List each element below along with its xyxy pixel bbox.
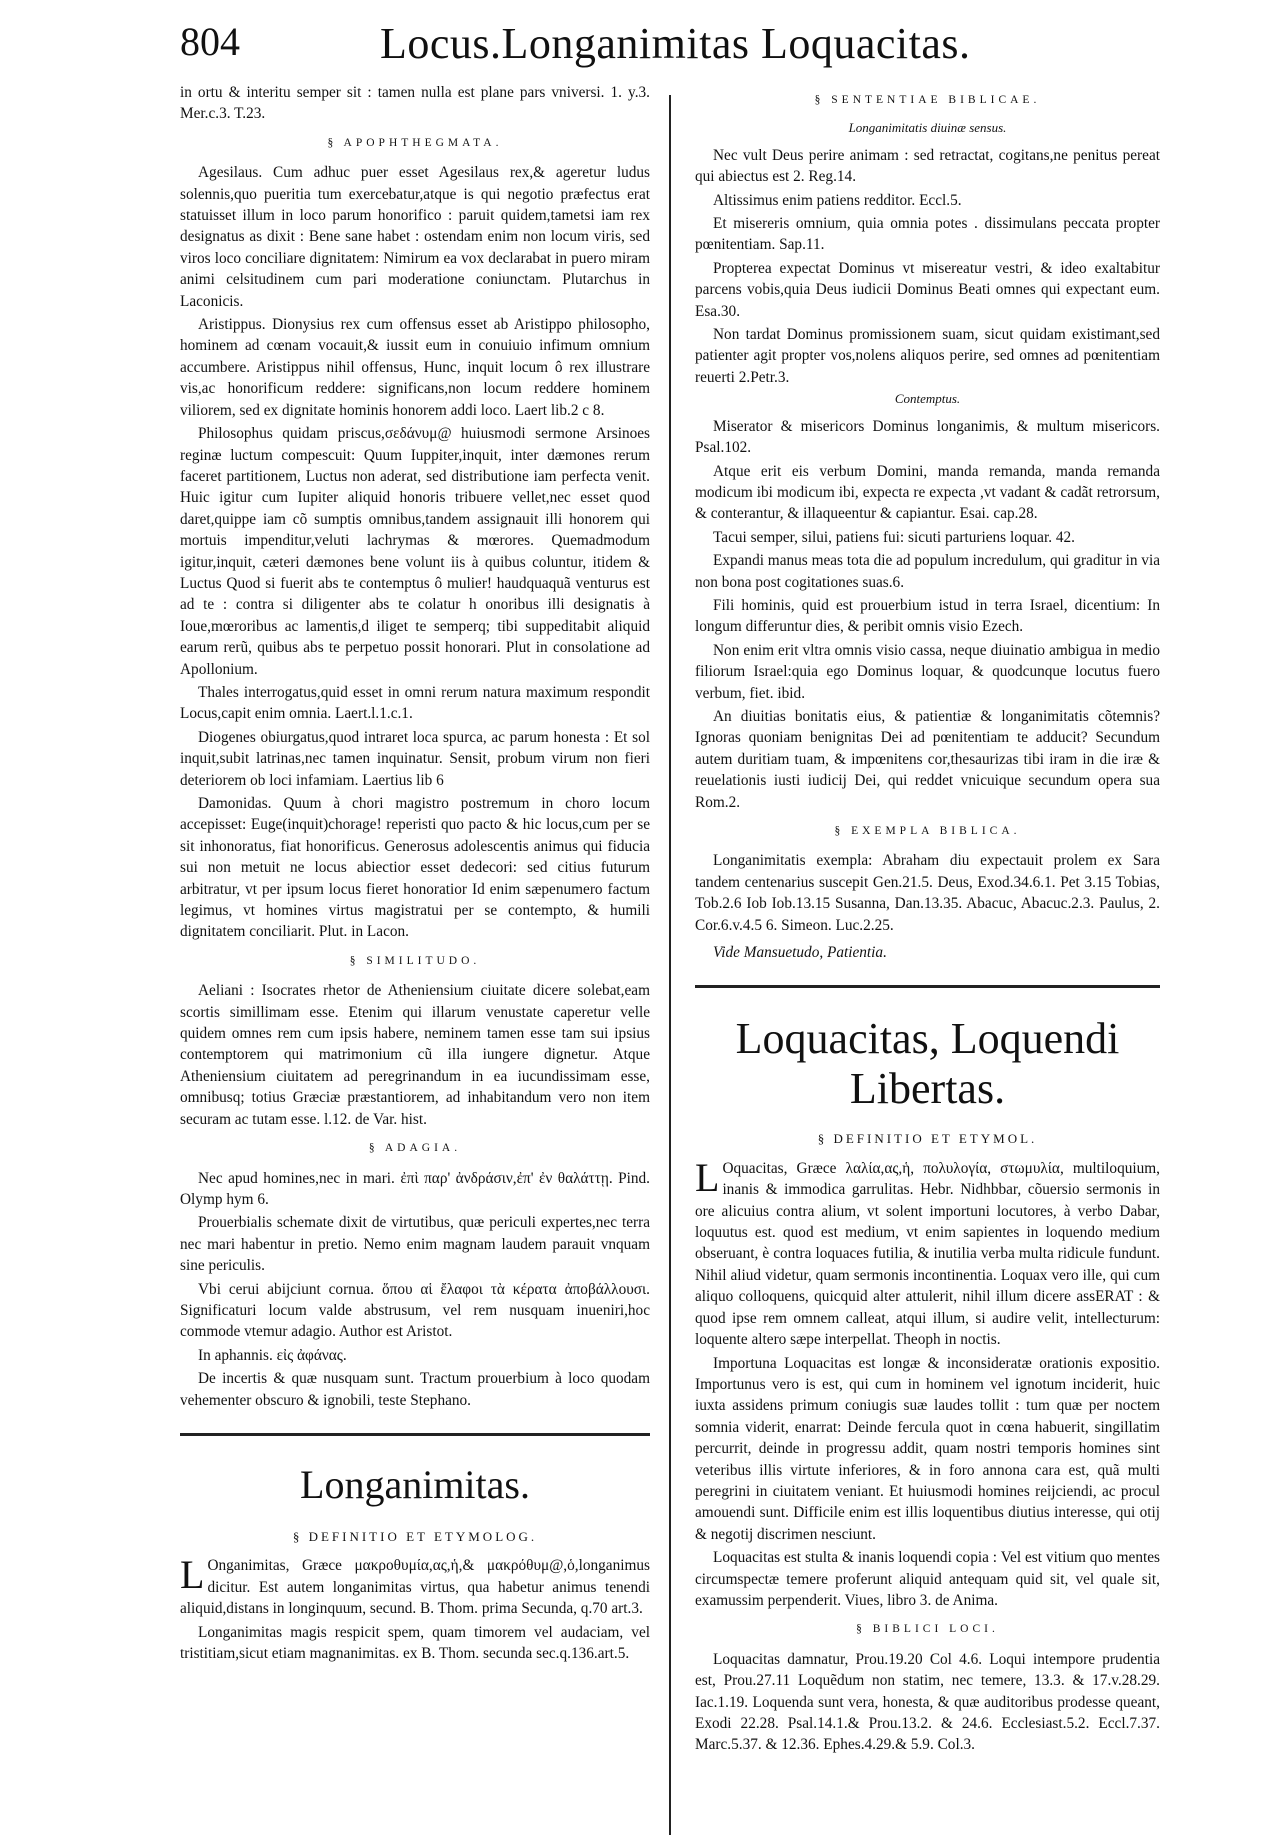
page-number: 804 <box>180 19 240 64</box>
adagia-paragraph: Nec apud homines,nec in mari. ἐπὶ παρ' ἀνδράσιν,ἐπ' ἐν θαλάττῃ. Pind. Olymp hym 6. <box>180 1169 650 1208</box>
apophthegm-paragraph: Damonidas. Quum à chori magistro postremum in choro locum accepisset: Euge(inquit)chorage! reperisti quo pacto & hic locus,cum per se sit inhonoratus, fiat honorificus. Generosus adolescentis animus qui fiducia sui non metuit ne locus abiectior esset dedecori: sed citius futurum arbitratur, vt per ipsum locus fieret honoratior Id enim sæpenumero factum legimus, vt homines virtus magistratui per se contempto, & humili dignitatem conciliarit. Plut. in Lacon. <box>180 795 650 941</box>
longanimitas-definition <box>180 1552 650 1619</box>
adagia-heading: § ADAGIA. <box>368 1142 462 1155</box>
sententia-paragraph: Non enim erit vltra omnis visio cassa, neque diuinatio ambigua in medio filiorum Israel:quia ego Dominus loquar, & quodcunque locutus fuero verbum, fiet. ibid. <box>695 641 1160 702</box>
loquacitas-definition <box>695 1154 1160 1351</box>
longanimitas-title: Longanimitas. <box>300 1461 530 1507</box>
section-rule <box>695 985 1160 988</box>
sententia-paragraph: Fili hominis, quid est prouerbium istud in terra Israel, dicentium: In longum differuntur dies, & peribit omnis visio Ezech. <box>695 596 1160 636</box>
cross-reference: Vide Mansuetudo, Patientia. <box>713 944 887 962</box>
loquacitas-title-line2: Libertas. <box>849 1064 1006 1114</box>
sententia-paragraph: Non tardat Dominus promissionem suam, sicut quidam existimant,sed patienter agit propter vos,nolens aliquos perire, sed omnes ad pœnitentiam reuerti 2.Petr.3. <box>695 326 1160 386</box>
section-rule <box>180 1433 650 1436</box>
similitudo-heading: § SIMILITUDO. <box>349 954 481 967</box>
sententia-paragraph: Tacui semper, silui, patiens fui: sicuti parturiens loquar. 42. <box>713 528 1075 546</box>
sententiae-heading: § SENTENTIAE BIBLICAE. <box>814 94 1041 106</box>
drop-cap: L <box>180 1552 205 1598</box>
apophthegm-paragraph: Aristippus. Dionysius rex cum offensus esset ab Aristippo philosopho, hominem ad cœnam vocauit,& iussit eum in conuiuio infimum omnium accumbere. Aristippus nihil offensus, Hunc, inquit locum ô rex illustrare vis,ac honorificum reddere: significans,non locum reddere hominem viliorem, sed ex dignitate hominis honorem addi loco. Laert lib.2 c 8. <box>180 316 650 419</box>
sententia-paragraph: Et misereris omnium, quia omnia potes . dissimulans peccata propter pœnitentiam. Sap.11. <box>695 215 1160 254</box>
sententia-paragraph: Atque erit eis verbum Domini, manda remanda, manda remanda modicum ibi modicum ibi, expecta re expecta ,vt vadant & cadãt retrorsum, & conterantur, & illaqueentur & capiantur. Esai. cap.28. <box>695 462 1160 523</box>
left-column <box>180 82 650 1666</box>
loquacitas-definition-heading: § DEFINITIO ET ETYMOL. <box>817 1131 1038 1147</box>
loquacitas-definition-text: Oquacitas, Græce λαλία,ας,ἡ, πολυλογία, στωμυλία, multiloquium, inanis & immodica garrulitas. Hebr. Nidhbbar, cõuersio sermonis in ore alicuius contra alium, vt solent importuni locutores, à verbo Dabar, loquutus est. quod est medium, vt enim sapientes in loquendo medium obseruant, è contra loquaces futilia, & inutilia verba multa ridicule fundunt. Nihil aliud videtur, quam sermonis incontinentia. Loquax vero ille, qui cum aliquo colloquens, quicquid alter attulerit, nihil illum dicere assERAT : & quod ipse rem omnem calleat, atqui illum, si audire velit, intellecturum: loquente altero sæpe interpellat. Theoph in noctis. <box>695 1159 1160 1349</box>
apophthegm-paragraph: Thales interrogatus,quid esset in omni rerum natura maximum respondit Locus,capit enim omnia. Laert.l.1.c.1. <box>180 683 650 723</box>
sententia-paragraph: Expandi manus meas tota die ad populum incredulum, qui graditur in via non bona post cogitationes suas.6. <box>695 552 1160 591</box>
page-header <box>180 18 1030 78</box>
drop-cap: L <box>695 1154 720 1200</box>
exempla-text: Longanimitatis exempla: Abraham diu expectauit prolem ex Sara tandem centenarius suscepit Gen.21.5. Deus, Exod.34.6.1. Pet 3.15 Tobias, Tob.2.6 Iob Iob.13.15 Susanna, Dan.13.35. Abacuc, Abacuc.2.3. Paulus, 2. Cor.6.v.4.5 6. Simeon. Luc.2.25. <box>695 852 1160 934</box>
right-column <box>695 82 1160 1758</box>
running-title: Locus.Longanimitas Loquacitas. <box>380 19 971 68</box>
sententia-paragraph: Propterea expectat Dominus vt misereatur vestri, & ideo exaltabitur parcens vobis,quia Deus iudicii Dominus Beati omnes qui expectant eum. Esa.30. <box>695 259 1160 320</box>
exempla-heading: § EXEMPLA BIBLICA. <box>834 825 1021 837</box>
column-divider <box>669 95 671 1835</box>
longanimitas-definition-heading: § DEFINITIO ET ETYMOLOG. <box>292 1528 538 1544</box>
longanimitas-text: Longanimitas magis respicit spem, quam timorem vel audaciam, vel tristitiam,sicut etiam magnanimitas. ex B. Thom. secunda sec.q.136.art.5. <box>180 1623 650 1662</box>
adagia-paragraph: Vbi cerui abijciunt cornua. ὅπου αἱ ἔλαφοι τὰ κέρατα ἀποβάλλουσι. Significaturi locum valde abstrusum, vel rem nusquam inueniri,hoc commode vtemur adagio. Author est Aristot. <box>180 1280 650 1341</box>
adagia-paragraph: De incertis & quæ nusquam sunt. Tractum prouerbium à loco quodam vehementer obscuro & ignobili, teste Stephano. <box>180 1370 650 1409</box>
apophthegm-paragraph: Agesilaus. Cum adhuc puer esset Agesilaus rex,& ageretur ludus solennis,quo pueritia tum exercebatur,atque is qui negotio præfectus erat statuisset illum in loco parum honorifico : paruit quidem,tametsi iam rex designatus as dixit : Bene sane habet : ostendam enim non locum viris, sed viros loco conciliare dignitatem: Nimirum ea vox declarabat in puero miram animi celsitudinem cum pari moderatione coniunctam. Plutarchus in Laconicis. <box>180 164 650 310</box>
sententia-paragraph: Nec vult Deus perire animam : sed retractat, cogitans,ne penitus pereat qui abiectus est 2. Reg.14. <box>695 146 1160 186</box>
adagia-paragraph: In aphannis. εἰς ἀφάνας. <box>198 1346 347 1364</box>
loquacitas-title <box>695 1014 1160 1114</box>
biblici-loci-text: Loquacitas damnatur, Prou.19.20 Col 4.6. Loqui intempore prudentia est, Prou.27.11 Loquẽdum non statim, nec temere, 13.3. & 17.v.28.29. Iac.1.19. Loquenda sunt vera, honesta, & quæ auditoribus prodesse queant, Exodi 22.28. Psal.14.1.& Prou.13.2. & 24.6. Ecclesiast.5.2. Eccl.7.37. Marc.5.37. & 12.36. Ephes.4.29.& 5.9. Col.3. <box>695 1650 1160 1754</box>
similitudo-text: Aeliani : Isocrates rhetor de Atheniensium ciuitate dicere solebat,eam scortis simillimam esse. Etenim qui illarum venustate caperetur velle quidem omnes rem cum ipsis habere, neminem tamen esse tam sui ipsius contemptorem qui matrimonium cũ illa iungere dignetur. Atque Atheniensium ciuitatem ad peregrinandum in ea iucundissimam esse, omnibusq; totius Græciæ præstantiorem, ad inhabitandum vero non item securam ac tutam esse. l.12. de Var. hist. <box>180 982 650 1128</box>
apophthegm-paragraph: Diogenes obiurgatus,quod intraret loca spurca, ac parum honesta : Et sol inquit,subit latrinas,nec tamen inquinatur. Sensit, probum virum non fieri deteriorem ob loci infamiam. Laertius lib 6 <box>180 728 650 789</box>
sententia-paragraph: Altissimus enim patiens redditor. Eccl.5. <box>713 191 962 209</box>
sententiae-subheading: Longanimitatis diuinæ sensus. <box>848 120 1007 136</box>
apophthegmata-heading: § APOPHTHEGMATA. <box>327 136 503 149</box>
loquacitas-paragraph: Importuna Loquacitas est longæ & inconsideratæ orationis expositio. Importunus vero is est, qui cum in hominem vel ignotum inciderit, huic iuxta assidens primum coniugis suæ laudes tollit : tum quæ per noctem somnia viderit, enarrat: Deinde fercula quot in cœna habuerit, singillatim percurrit, deinde in progressu addit, quam nostri temporis homines sint veteribus illis virtute inferiores, & in foro annona cara est, quã multi peregrini in ciuitatem veniant. Et huiusmodi homines reijciendi, ac procul amouendi sunt. Difficile enim est illis loquentibus diutius interesse, qui otij & negotij discrimen nesciunt. <box>695 1354 1160 1543</box>
contemptus-subheading: Contemptus. <box>894 391 961 407</box>
adagia-paragraph: Prouerbialis schemate dixit de virtutibus, quæ periculi expertes,nec terra nec mari habentur in pretio. Nemo enim magnam laudem parauit vnquam sine periculis. <box>180 1214 650 1275</box>
biblici-loci-heading: § BIBLICI LOCI. <box>856 1623 999 1636</box>
loquacitas-paragraph: Loquacitas est stulta & inanis loquendi copia : Vel est vitium quo mentes circumspectæ temere proferunt aliquid antequam quid sit, vel quale sit, examussim perpenderit. Viues, libro 3. de Anima. <box>695 1549 1160 1609</box>
top-text: in ortu & interitu semper sit : tamen nulla est plane pars vniversi. 1. y.3. Mer.c.3. T.23. <box>180 84 650 123</box>
longanimitas-definition-text: Onganimitas, Græce μακροθυμία,ας,ἡ,& μακρόθυμ@,ὁ,longanimus dicitur. Est autem longanimitas virtus, qua habetur animus tenendi aliquid,distans in longinquum, secund. B. Thom. prima Secunda, q.70 art.3. <box>180 1557 650 1618</box>
sententia-paragraph: An diuitias bonitatis eius, & patientiæ & longanimitatis cõtemnis? Ignoras quoniam benignitas Dei ad pœnitentiam te adducit? Secundum autem duritiam tuam, & impœnitens cor,thesaurizas tibi iram in die iræ & reuelationis iusti iudicij Dei, qui reddet vnicuique secundum opera sua Rom.2. <box>695 707 1160 811</box>
apophthegm-paragraph: Philosophus quidam priscus,σεδάνυμ@ huiusmodi sermone Arsinoes reginæ luctum compescuit: Quum Iuppiter,inquit, inter dæmones rerum faceret partitionem, Luctus non aderat, sed distributione iam perfecta venit. Huic igitur cum Iupiter aliquid honoris tribuere vellet,nec esset quod daret,quippe iam cõ sumptis omnibus,tandem assignauit illi honorem qui mortuis impenditur,veluti lachrymas & mœrores. Quemadmodum igitur,inquit, cæteri dæmones bene volunt iis à quibus coluntur, itidem & Luctus Quod si fuerit abs te contemptus ô mulier! haudquaquã venturus est ad te : contra si diligenter abs te colatur h onoribus illi designatis à Ioue,mœroribus ac lamentis,d iliget te semperq; tibi suppeditabit aliquid earum rerũ, quibus abs te perpetuo possit honorari. Plut in consolatione ad Apollonium. <box>180 425 650 678</box>
sententia-paragraph: Miserator & misericors Dominus longanimis, & multum misericors. Psal.102. <box>695 417 1160 457</box>
loquacitas-title-line1: Loquacitas, Loquendi <box>735 1014 1120 1064</box>
